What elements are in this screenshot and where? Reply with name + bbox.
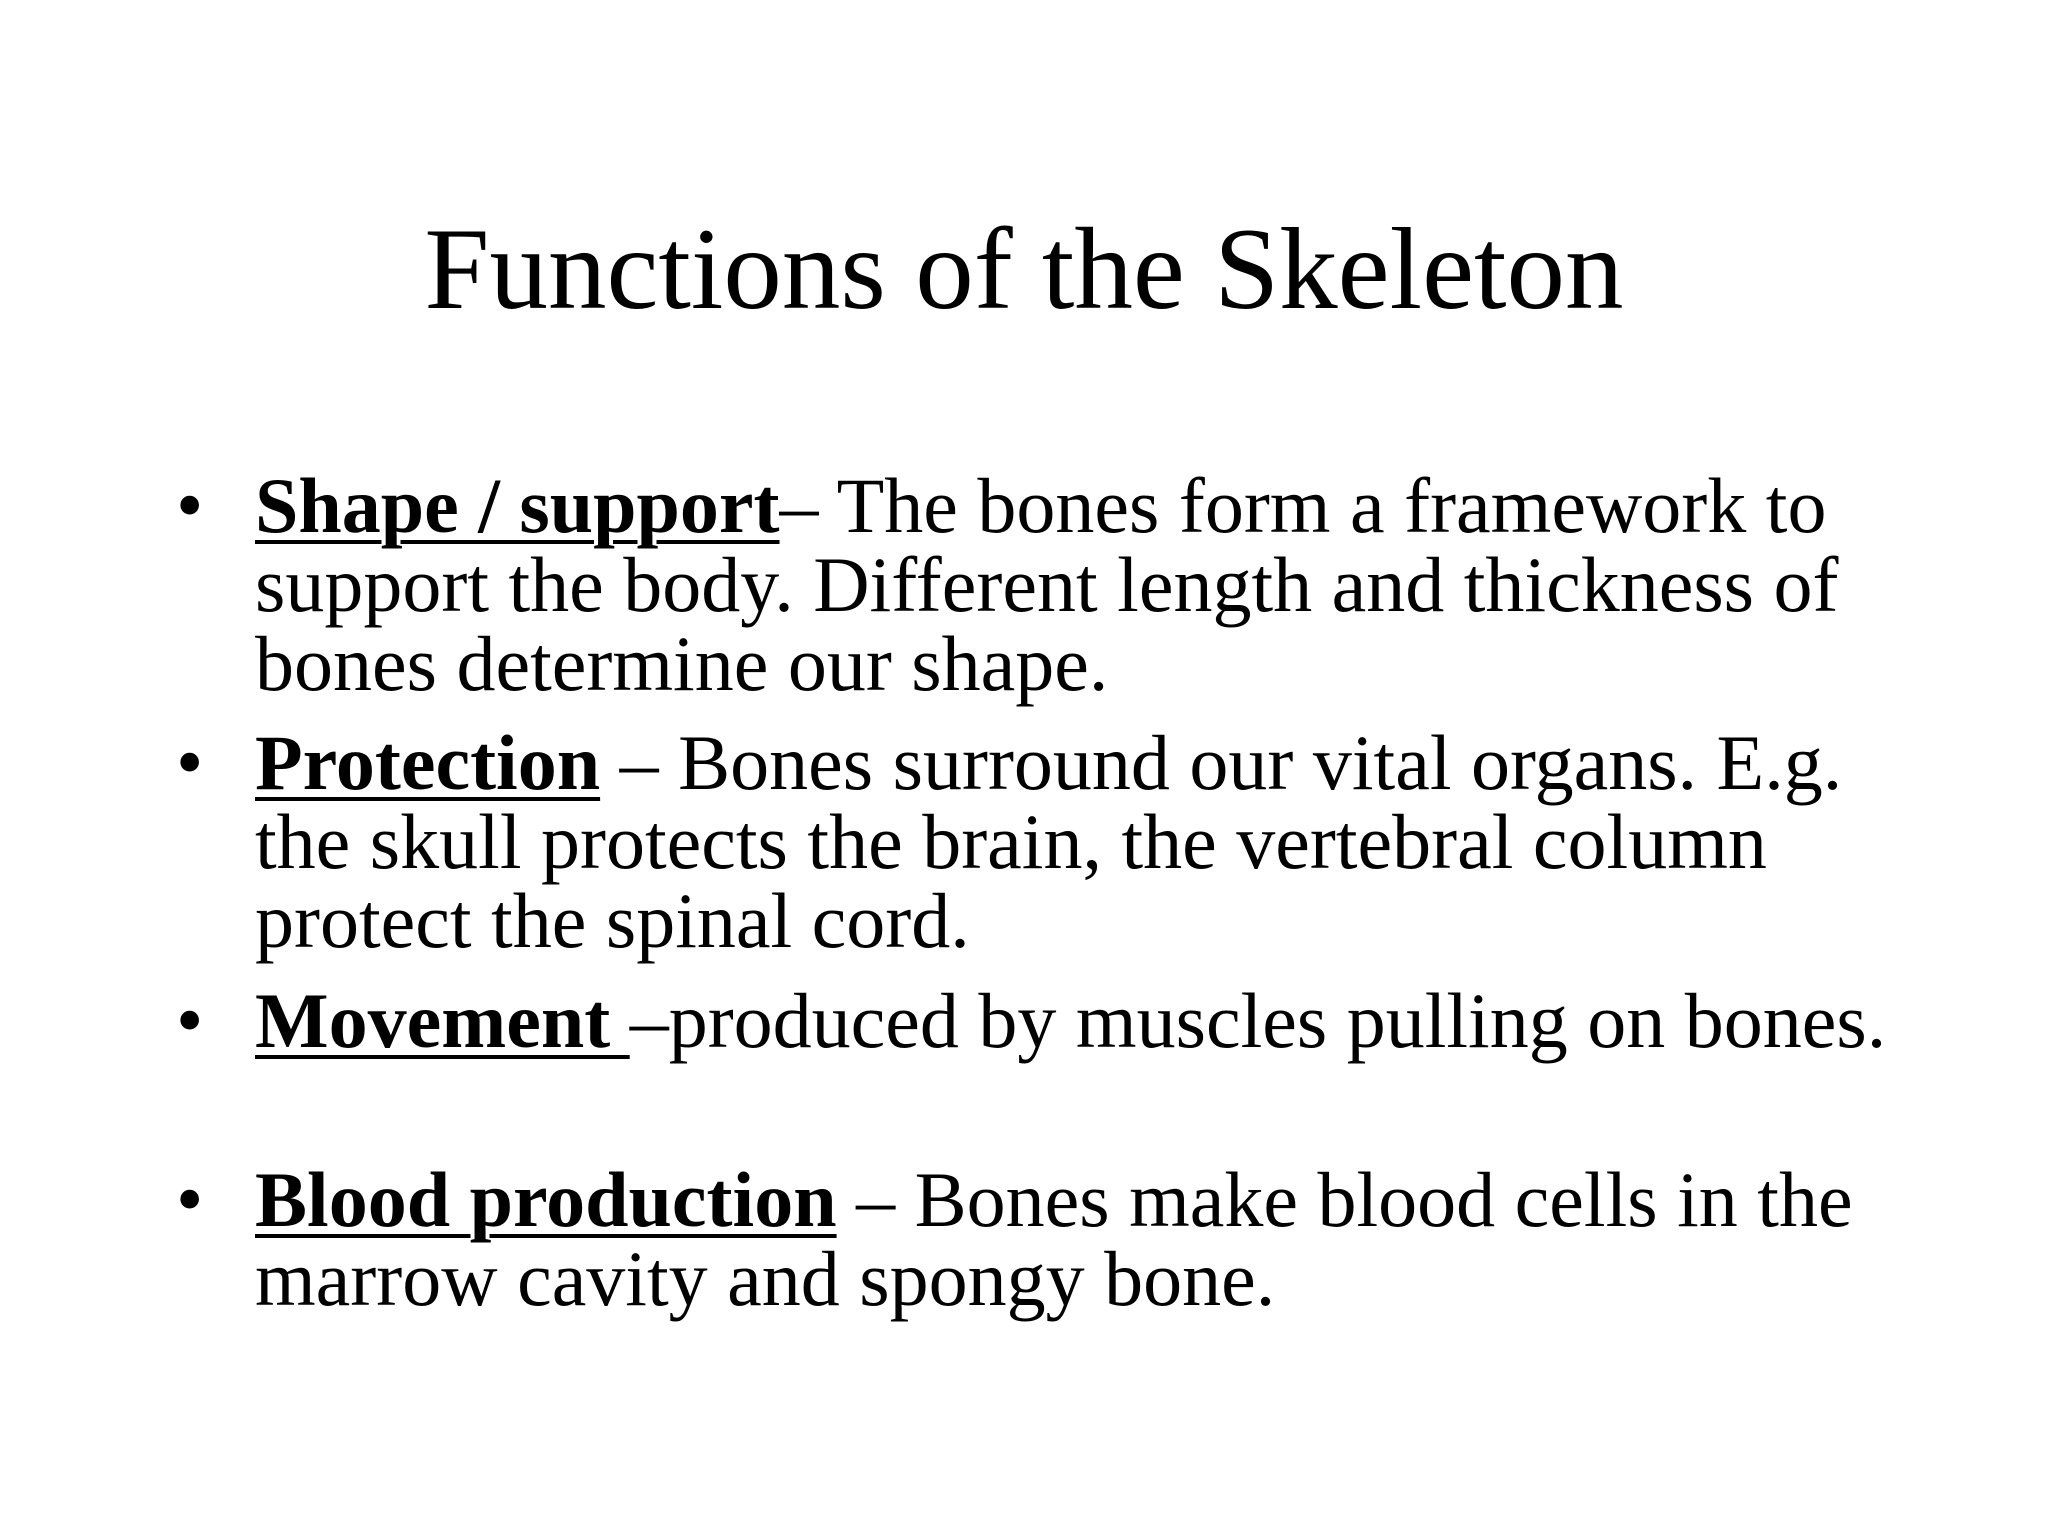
bullet-text [255,719,1915,964]
bullet-text [255,977,1915,1064]
bullet-description: – Bones make blood cells in the marrow cavity and spongy bone. [255,1156,1853,1322]
bullet-term: Protection [255,719,601,806]
bullet-icon: • [176,718,204,805]
bullet-icon: • [176,461,204,548]
bullet-description: – The bones form a framework to support the body. Different length and thickness of bones determine our shape. [255,462,1839,707]
bullet-text [255,462,1915,707]
bullet-icon: • [176,1155,204,1242]
bullet-term: Shape / support [255,462,780,549]
bullet-term: Movement [255,977,630,1064]
bullet-description: – Bones surround our vital organs. E.g. the skull protects the brain, the vertebral column protect the spinal cord. [255,719,1843,964]
slide-title: Functions of the Skeleton [424,205,1624,334]
bullet-text [255,1156,1915,1322]
bullet-icon: • [176,976,204,1063]
bullet-description: –produced by muscles pulling on bones. [629,977,1887,1064]
bullet-term: Blood production [255,1156,837,1243]
